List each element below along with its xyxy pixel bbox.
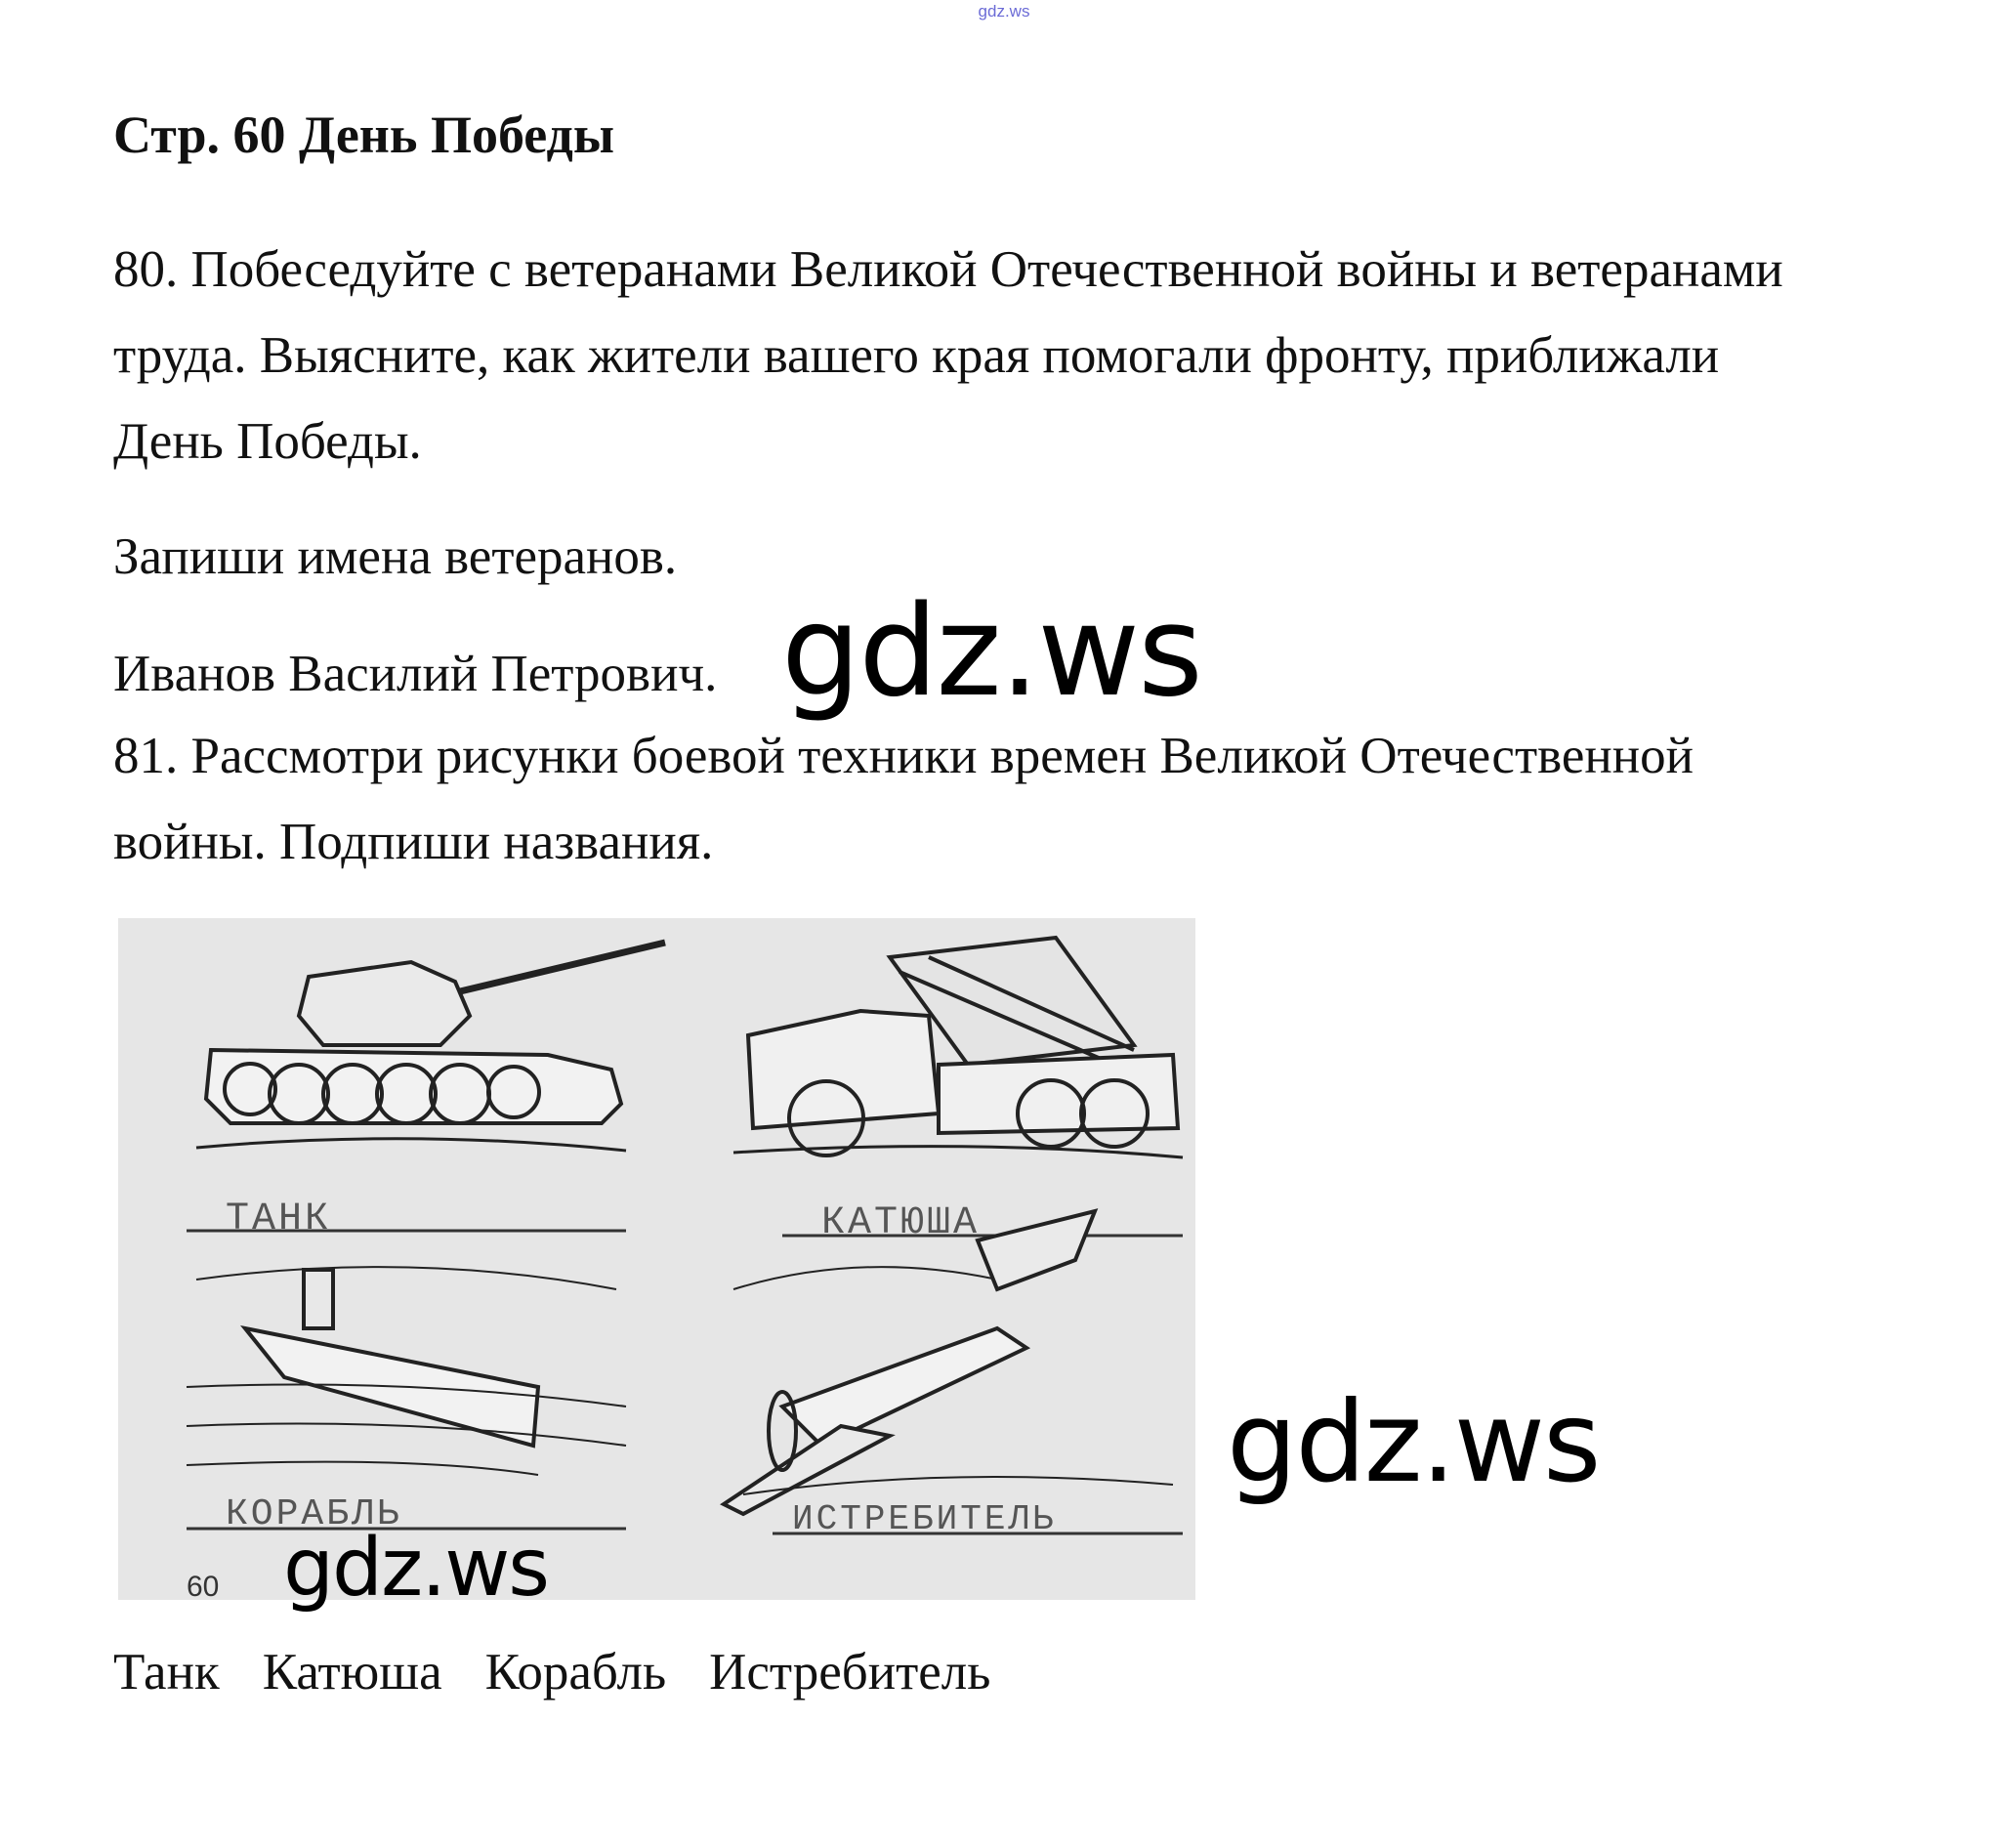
answers-row — [113, 1641, 1033, 1703]
tank-drawing — [196, 943, 665, 1151]
label-ship: КОРАБЛЬ — [226, 1493, 402, 1535]
label-tank: ТАНК — [226, 1197, 332, 1241]
answer-katyusha: Катюша — [262, 1644, 442, 1701]
task-80-instruction: Запиши имена ветеранов. — [113, 528, 678, 585]
answer-tank: Танк — [113, 1644, 220, 1701]
watermark: gdz.ws — [1227, 1377, 1600, 1507]
submarine-drawing — [187, 1267, 626, 1475]
workbook-page-number: 60 — [187, 1571, 220, 1600]
task-80-answer: Иванов Василий Петрович. — [113, 646, 718, 702]
workbook-illustration — [118, 918, 1195, 1600]
label-fighter: ИСТРЕБИТЕЛЬ — [792, 1499, 1057, 1539]
katyusha-drawing — [733, 938, 1183, 1157]
watermark: gdz.ws — [283, 1522, 548, 1615]
task-81-text: 81. Рассмотри рисунки боевой техники времен Великой Отечественной войны. Подпиши названия. — [113, 728, 1694, 870]
task-80-text: 80. Побеседуйте с ветеранами Великой Отечественной войны и ветеранами труда. Выясните, как жители вашего края помогали фронту, приближали День Победы. — [113, 241, 1783, 470]
answer-fighter: Истребитель — [709, 1644, 991, 1701]
label-katyusha: КАТЮША — [821, 1201, 981, 1245]
watermark: gdz.ws — [781, 579, 1201, 725]
answer-ship: Корабль — [484, 1644, 667, 1701]
source-mark: gdz.ws — [978, 2, 1030, 21]
page-title: Стр. 60 День Победы — [113, 105, 614, 164]
fighter-drawing — [724, 1211, 1173, 1514]
